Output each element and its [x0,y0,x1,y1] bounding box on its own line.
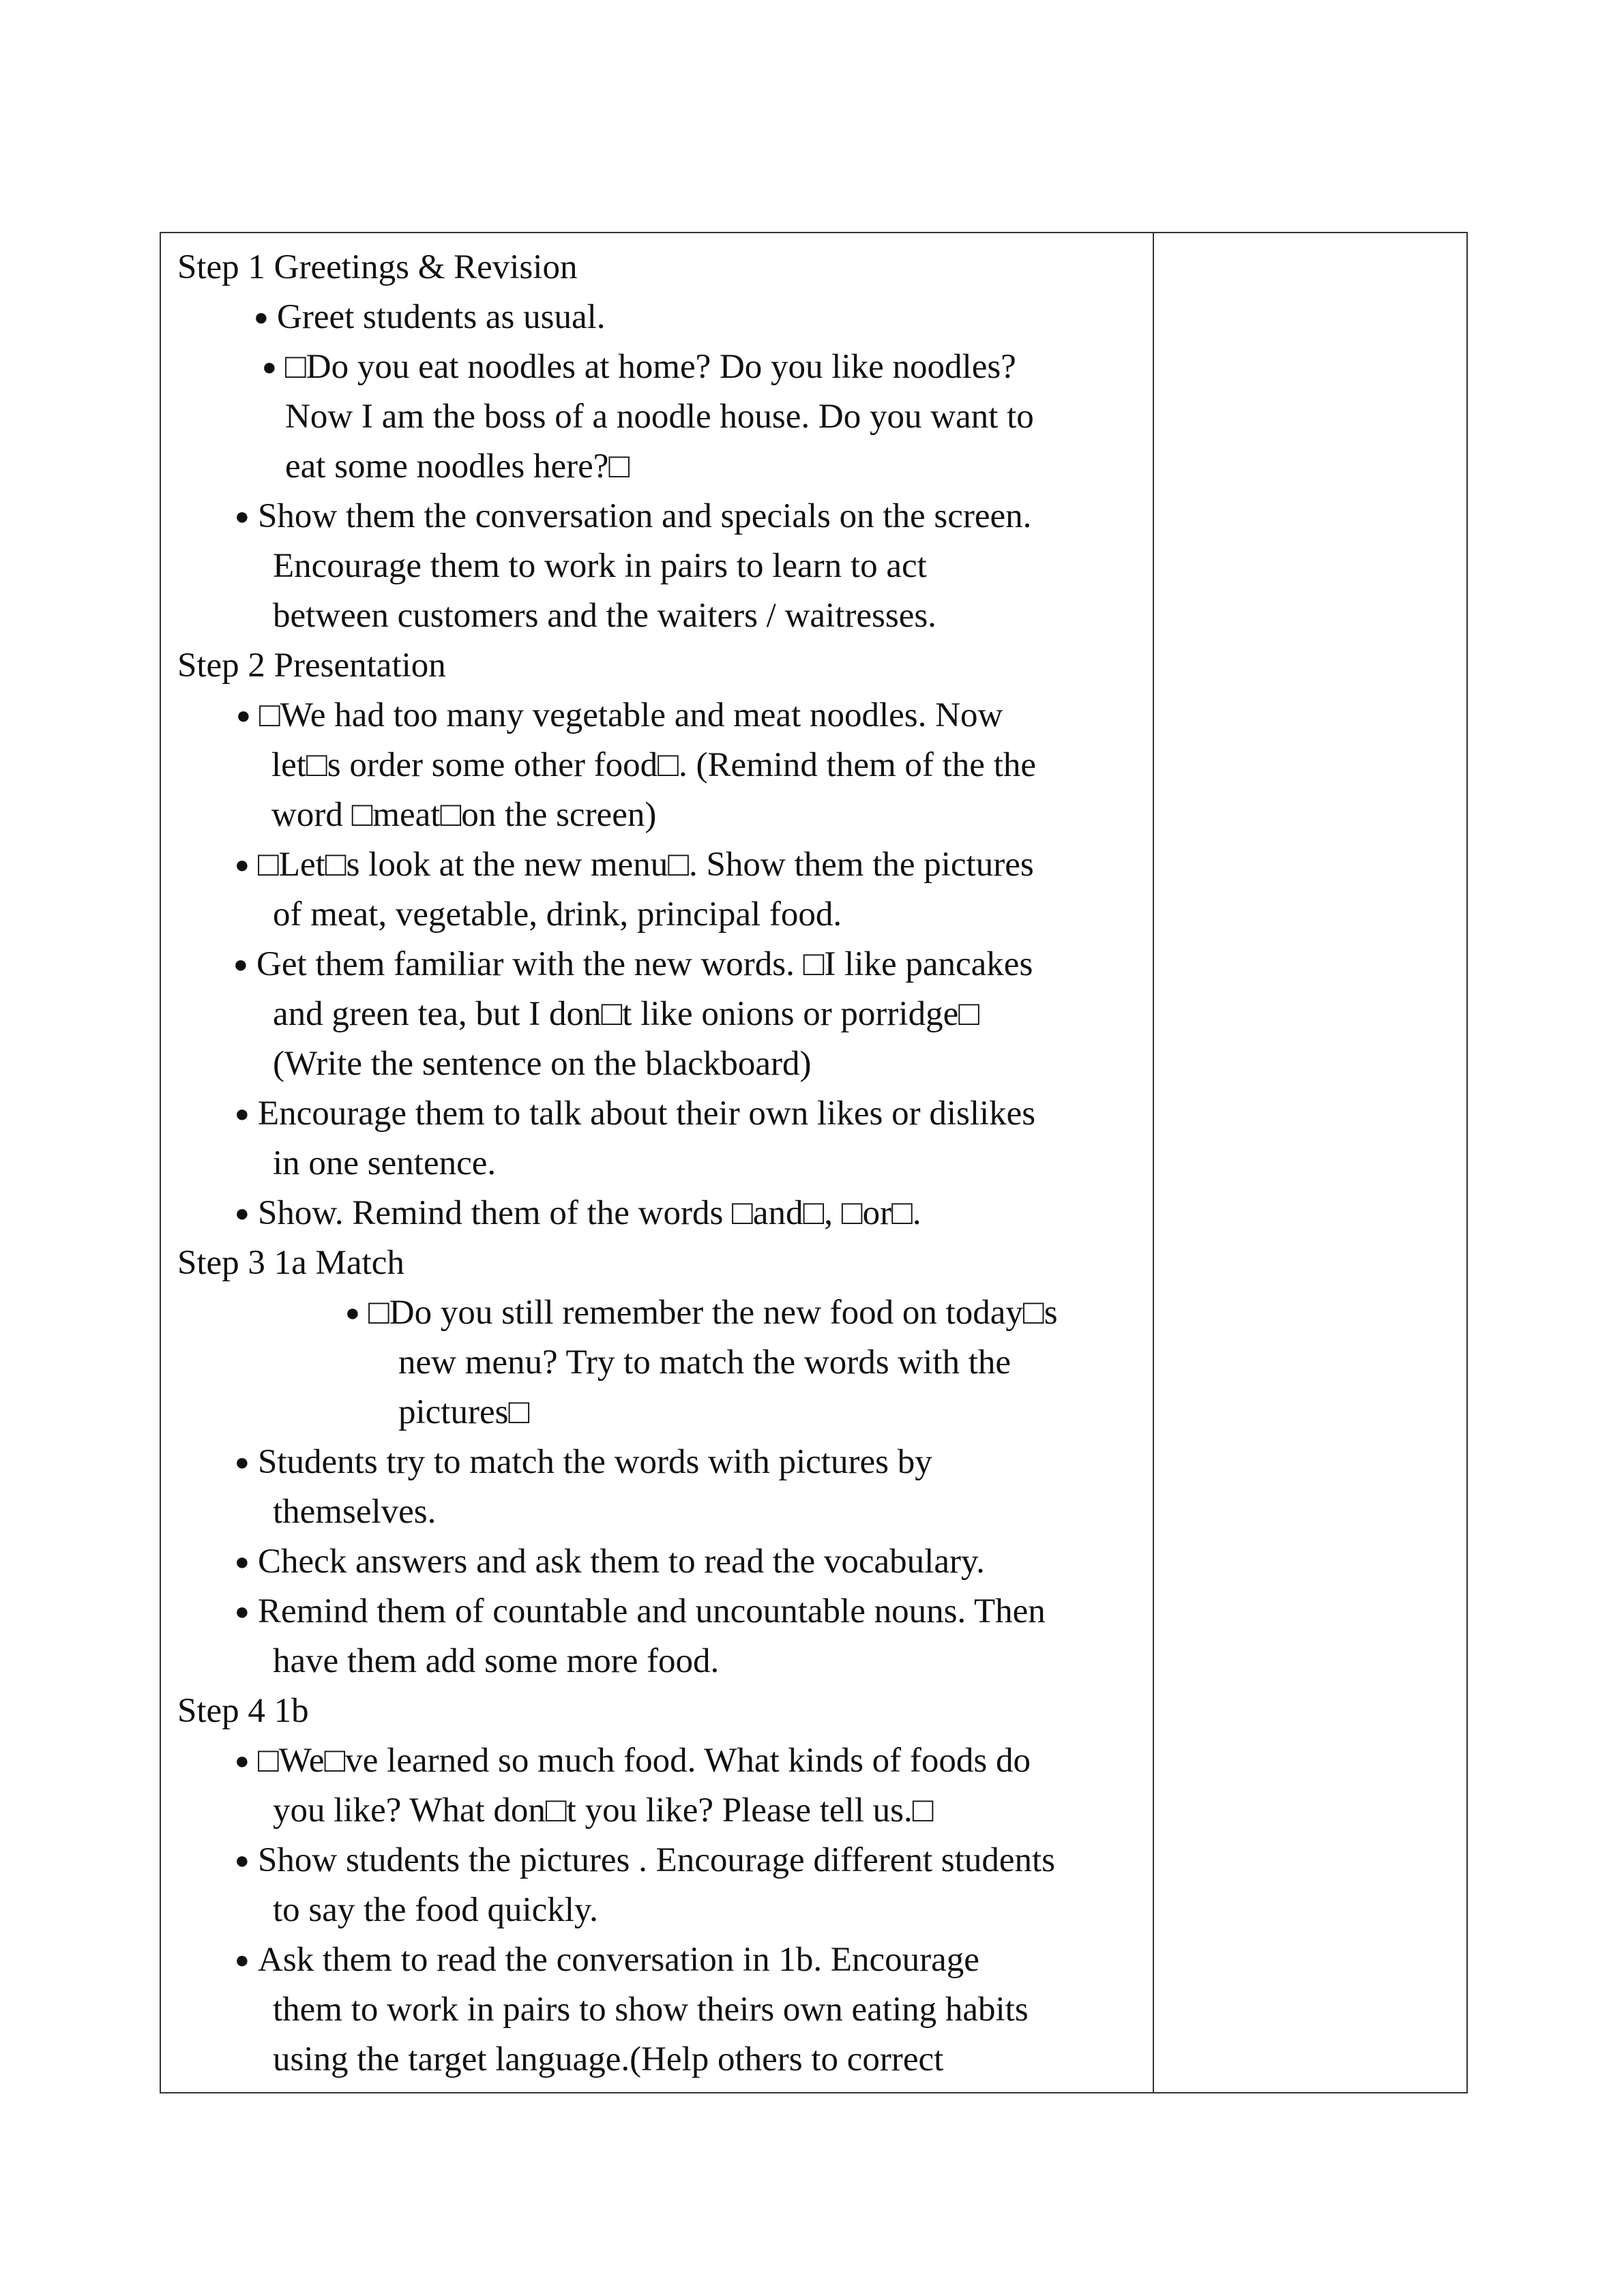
bullet-dot-icon: ● [236,702,251,729]
bullet-dot-icon: ● [235,1100,250,1127]
line-text: Now I am the boss of a noodle house. Do you want to [285,398,1034,436]
text-line [273,1786,934,1835]
bullet-line [235,1587,1046,1636]
text-line [398,1388,529,1437]
text-line [285,392,1034,441]
line-text: □Let□s look at the new menu□. Show them the pictures [258,846,1034,884]
line-text: Get them familiar with the new words. □I like pancakes [256,945,1033,983]
line-text: Remind them of countable and uncountable nouns. Then [258,1592,1046,1630]
line-text: Encourage them to work in pairs to learn to act [273,547,927,585]
bullet-dot-icon: ● [235,851,250,878]
bullet-dot-icon: ● [235,1548,250,1575]
line-text: Show them the conversation and specials on the screen. [258,497,1032,535]
bullet-line [345,1288,1058,1337]
bullet-dot-icon: ● [235,1448,250,1476]
notes-column [1154,233,1466,2092]
bullet-line [235,840,1034,889]
bullet-line [262,342,1016,391]
bullet-line [233,940,1033,989]
text-line [273,1487,436,1536]
bullet-dot-icon: ● [235,503,250,530]
line-text: of meat, vegetable, drink, principal food. [273,895,842,934]
line-text: Greet students as usual. [277,298,606,336]
line-text: new menu? Try to match the words with the [398,1343,1012,1382]
line-text: Show. Remind them of the words □and□, □or□. [258,1194,921,1232]
line-text: □We□ve learned so much food. What kinds of foods do [258,1742,1031,1780]
line-text: between customers and the waiters / waitresses. [273,597,936,635]
text-line [273,1637,719,1686]
bullet-line [235,1935,979,1984]
line-text: pictures□ [398,1393,530,1431]
bullet-dot-icon: ● [235,1747,250,1774]
bullet-line [235,1437,932,1487]
text-line [177,243,577,292]
line-text: and green tea, but I don□t like onions or porridge□ [273,995,980,1033]
bullet-dot-icon: ● [345,1299,360,1326]
text-line [177,1238,404,1287]
bullet-dot-icon: ● [235,1199,250,1227]
bullet-dot-icon: ● [254,303,269,331]
text-line [273,890,842,939]
text-line [273,1139,496,1188]
line-text: □Do you eat noodles at home? Do you like noodles? [285,348,1016,386]
text-line [273,1985,1029,2034]
bullet-dot-icon: ● [233,951,248,978]
bullet-dot-icon: ● [235,1598,250,1625]
procedure-column [161,233,1154,2092]
text-line [177,641,446,690]
line-text: Check answers and ask them to read the vocabulary. [258,1542,985,1581]
text-line [285,442,630,491]
bullet-line [235,492,1031,541]
line-text: (Write the sentence on the blackboard) [273,1045,812,1083]
text-line [273,541,927,591]
bullet-line [236,691,1003,740]
line-text: □We had too many vegetable and meat noodles. Now [259,696,1003,734]
bullet-line [235,1736,1031,1785]
line-text: □Do you still remember the new food on today□s [368,1294,1058,1332]
line-text: to say the food quickly. [273,1891,598,1929]
line-text: word □meat□on the screen) [271,796,657,834]
line-text: Step 3 1a Match [177,1244,404,1282]
bullet-line [254,293,606,342]
line-text: Students try to match the words with pictures by [258,1443,932,1481]
bullet-line [235,1836,1055,1885]
line-text: Step 1 Greetings & Revision [177,248,578,286]
text-line [273,1039,812,1088]
text-line [273,1885,598,1935]
line-text: them to work in pairs to show theirs own eating habits [273,1991,1029,2029]
line-text: Step 4 1b [177,1692,309,1730]
bullet-line [235,1537,985,1586]
line-text: in one sentence. [273,1144,497,1182]
text-line [177,1686,309,1735]
text-line [271,790,656,839]
line-text: you like? What don□t you like? Please tell us.□ [273,1791,934,1830]
line-text: themselves. [273,1493,437,1531]
text-line [271,741,1036,790]
line-text: Ask them to read the conversation in 1b. Encourage [258,1941,979,1979]
line-text: using the target language.(Help others to correct [273,2040,944,2078]
bullet-dot-icon: ● [235,1946,250,1973]
line-text: have them add some more food. [273,1642,720,1680]
text-line [273,989,979,1039]
bullet-dot-icon: ● [262,353,277,381]
line-text: Encourage them to talk about their own likes or dislikes [258,1094,1036,1133]
text-line [398,1338,1011,1387]
line-text: eat some noodles here?□ [285,447,630,486]
line-text: Show students the pictures . Encourage different students [258,1841,1055,1879]
line-text: Step 2 Presentation [177,646,446,685]
lesson-plan-table [160,232,1468,2093]
bullet-dot-icon: ● [235,1847,250,1874]
text-line [273,591,936,640]
line-text: let□s order some other food□. (Remind them of the the [271,746,1037,784]
bullet-line [235,1189,921,1238]
bullet-line [235,1089,1035,1138]
text-line [273,2035,943,2084]
